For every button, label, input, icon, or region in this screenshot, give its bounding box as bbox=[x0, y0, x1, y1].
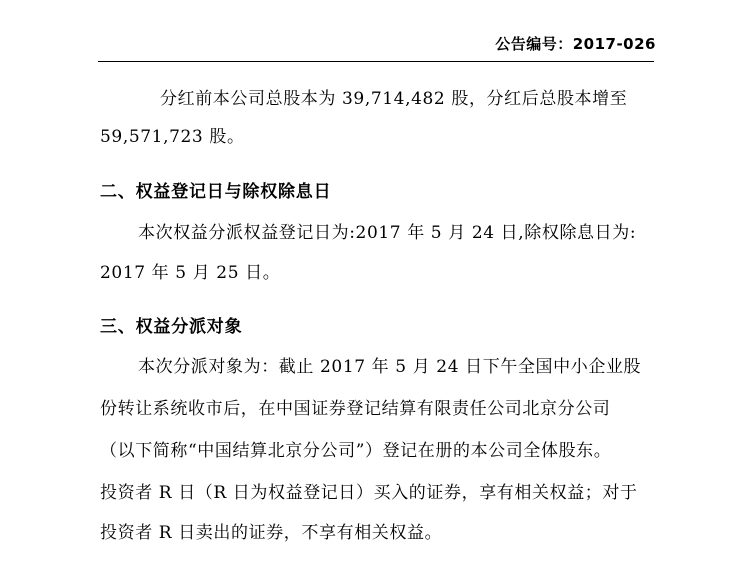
paragraph-line: 分红前本公司总股本为 39,714,482 股，分红后总股本增至 bbox=[160, 89, 628, 109]
section-heading-distribution-targets: 三、权益分派对象 bbox=[100, 317, 243, 337]
paragraph-line: 本次分派对象为：截止 2017 年 5 月 24 日下午全国中小企业股 bbox=[138, 357, 642, 377]
paragraph-line: （以下简称“中国结算北京分公司”）登记在册的本公司全体股东。 bbox=[100, 441, 612, 461]
paragraph-line: 份转让系统收市后，在中国证券登记结算有限责任公司北京分公司 bbox=[100, 399, 611, 419]
header-divider bbox=[98, 61, 654, 62]
paragraph-line: 本次权益分派权益登记日为:2017 年 5 月 24 日,除权除息日为: bbox=[138, 223, 637, 243]
announcement-number: 公告编号：2017-026 bbox=[495, 35, 656, 53]
section-heading-record-date: 二、权益登记日与除权除息日 bbox=[100, 182, 332, 202]
paragraph-line: 59,571,723 股。 bbox=[100, 127, 245, 147]
paragraph-line: 投资者 R 日卖出的证券，不享有相关权益。 bbox=[100, 523, 443, 543]
paragraph-line: 2017 年 5 月 25 日。 bbox=[100, 263, 281, 283]
paragraph-line: 投资者 R 日（R 日为权益登记日）买入的证券，享有相关权益；对于 bbox=[100, 483, 638, 503]
